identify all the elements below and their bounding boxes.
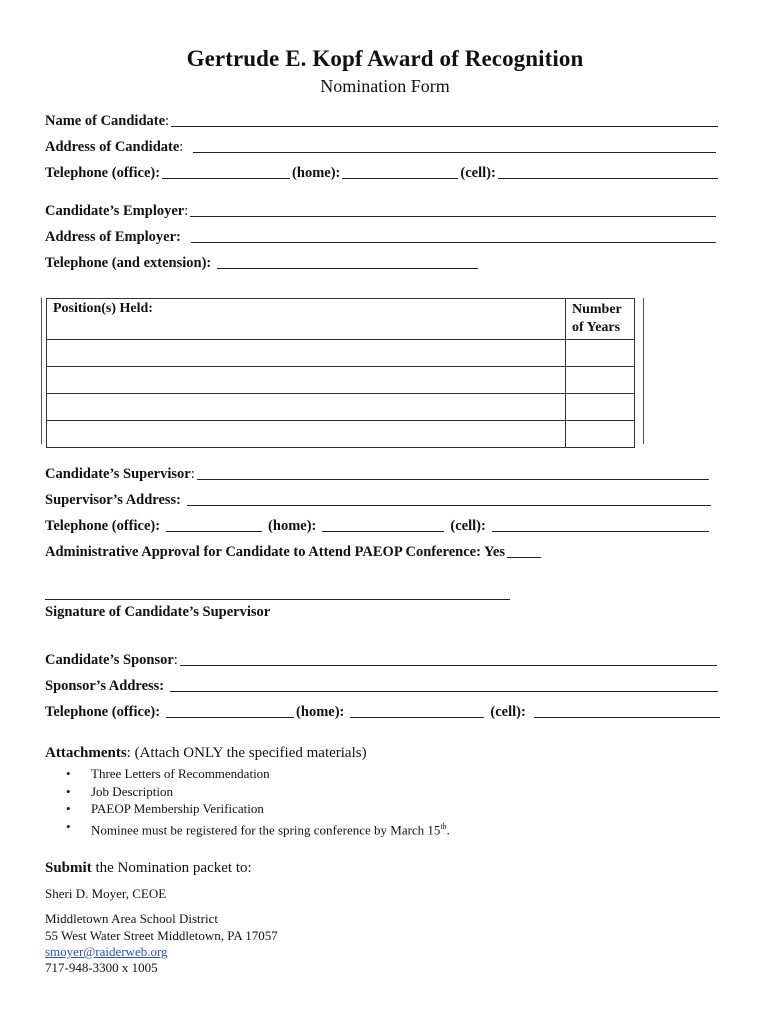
signature-line[interactable]	[45, 599, 510, 600]
form-title: Gertrude E. Kopf Award of Recognition	[186, 46, 584, 71]
candidate-tel-cell-field[interactable]	[498, 166, 718, 179]
employer-label: Candidate’s Employer	[45, 203, 185, 219]
approval-row	[45, 541, 543, 561]
signature-label: Signature of Candidate’s Supervisor	[45, 604, 271, 620]
candidate-address-row: Address of Candidate :	[45, 136, 718, 156]
sponsor-tel-cell-field[interactable]	[534, 705, 720, 718]
sponsor-address-row	[45, 675, 720, 695]
years-header-line2: of Years	[572, 320, 621, 335]
supervisor-row: Candidate’s Supervisor :	[45, 463, 711, 483]
candidate-name-field[interactable]	[171, 114, 718, 127]
ordinal-suffix: th	[440, 821, 447, 831]
employer-address-label: Address of Employer:	[45, 229, 181, 245]
contact-street: 55 West Water Street Middletown, PA 17057	[45, 928, 278, 943]
attachments-list	[66, 765, 450, 838]
position-cell[interactable]	[47, 394, 566, 421]
list-item: • Nominee must be registered for the spring conference by March 15th.	[66, 818, 450, 839]
sponsor-tel-home-label: (home):	[296, 704, 345, 720]
sponsor-telephone-row	[45, 701, 722, 721]
candidate-name-label: Name of Candidate	[45, 113, 166, 129]
supervisor-tel-home-label: (home):	[268, 518, 317, 534]
supervisor-tel-cell-label: (cell):	[450, 518, 486, 534]
position-cell[interactable]	[47, 421, 566, 448]
supervisor-tel-cell-field[interactable]	[492, 519, 709, 532]
years-cell[interactable]	[566, 394, 635, 421]
sponsor-tel-office-label: Telephone (office):	[45, 704, 161, 720]
supervisor-address-field[interactable]	[187, 493, 711, 506]
attachments-label: Attachments	[45, 745, 127, 761]
employer-field[interactable]	[190, 204, 716, 217]
candidate-telephone-row	[45, 162, 720, 182]
candidate-tel-home-field[interactable]	[342, 166, 458, 179]
contact-email-link[interactable]: smoyer@raiderweb.org	[45, 944, 168, 959]
contact-phone: 717-948-3300 x 1005	[45, 960, 158, 975]
form-subtitle: Nomination Form	[320, 76, 450, 96]
years-header-line1: Number	[572, 302, 622, 317]
candidate-name-row: Name of Candidate :	[45, 110, 720, 130]
position-cell[interactable]	[47, 367, 566, 394]
years-cell[interactable]	[566, 367, 635, 394]
positions-header-cell	[47, 299, 566, 340]
list-item: • Three Letters of Recommendation	[66, 765, 450, 783]
candidate-tel-home-label: (home):	[292, 165, 341, 181]
candidate-tel-cell-label: (cell):	[460, 165, 496, 181]
attachments-note: : (Attach ONLY the specified materials)	[126, 745, 367, 761]
employer-tel-field[interactable]	[217, 256, 478, 269]
supervisor-tel-office-label: Telephone (office):	[45, 518, 161, 534]
submit-text: the Nomination packet to:	[91, 860, 252, 876]
positions-header: Position(s) Held:	[53, 301, 153, 316]
sponsor-tel-home-field[interactable]	[350, 705, 484, 718]
contact-name: Sheri D. Moyer, CEOE	[45, 886, 167, 901]
candidate-tel-office-field[interactable]	[162, 166, 290, 179]
supervisor-field[interactable]	[197, 467, 709, 480]
employer-row: Candidate’s Employer :	[45, 200, 718, 220]
position-cell[interactable]	[47, 340, 566, 367]
supervisor-address-label: Supervisor’s Address:	[45, 492, 182, 508]
list-item: • Job Description	[66, 783, 450, 801]
sponsor-field[interactable]	[180, 653, 717, 666]
candidate-tel-office-label: Telephone (office):	[45, 165, 161, 181]
attachments-heading	[45, 745, 367, 762]
supervisor-tel-home-field[interactable]	[322, 519, 444, 532]
employer-tel-label: Telephone (and extension):	[45, 255, 212, 271]
years-cell[interactable]	[566, 340, 635, 367]
employer-address-field[interactable]	[191, 230, 716, 243]
contact-org: Middletown Area School District	[45, 911, 218, 926]
supervisor-address-row	[45, 489, 713, 509]
submit-label: Submit	[45, 860, 92, 876]
approval-yes-field[interactable]	[507, 545, 541, 558]
employer-address-row	[45, 226, 718, 246]
years-cell[interactable]	[566, 421, 635, 448]
sponsor-label: Candidate’s Sponsor	[45, 652, 174, 668]
sponsor-address-field[interactable]	[170, 679, 718, 692]
positions-table	[41, 298, 644, 444]
sponsor-tel-office-field[interactable]	[166, 705, 294, 718]
list-item: • PAEOP Membership Verification	[66, 800, 450, 818]
years-header-cell	[566, 299, 635, 340]
sponsor-row: Candidate’s Sponsor :	[45, 649, 719, 669]
employer-telephone-row	[45, 252, 480, 272]
sponsor-tel-cell-label: (cell):	[490, 704, 526, 720]
sponsor-address-label: Sponsor’s Address:	[45, 678, 165, 694]
candidate-address-label: Address of Candidate	[45, 139, 180, 155]
approval-label: Administrative Approval for Candidate to Attend PAEOP Conference: Yes	[45, 544, 505, 560]
submit-heading	[45, 860, 252, 877]
supervisor-telephone-row	[45, 515, 711, 535]
supervisor-tel-office-field[interactable]	[166, 519, 262, 532]
candidate-address-field[interactable]	[193, 140, 716, 153]
supervisor-label: Candidate’s Supervisor	[45, 466, 191, 482]
